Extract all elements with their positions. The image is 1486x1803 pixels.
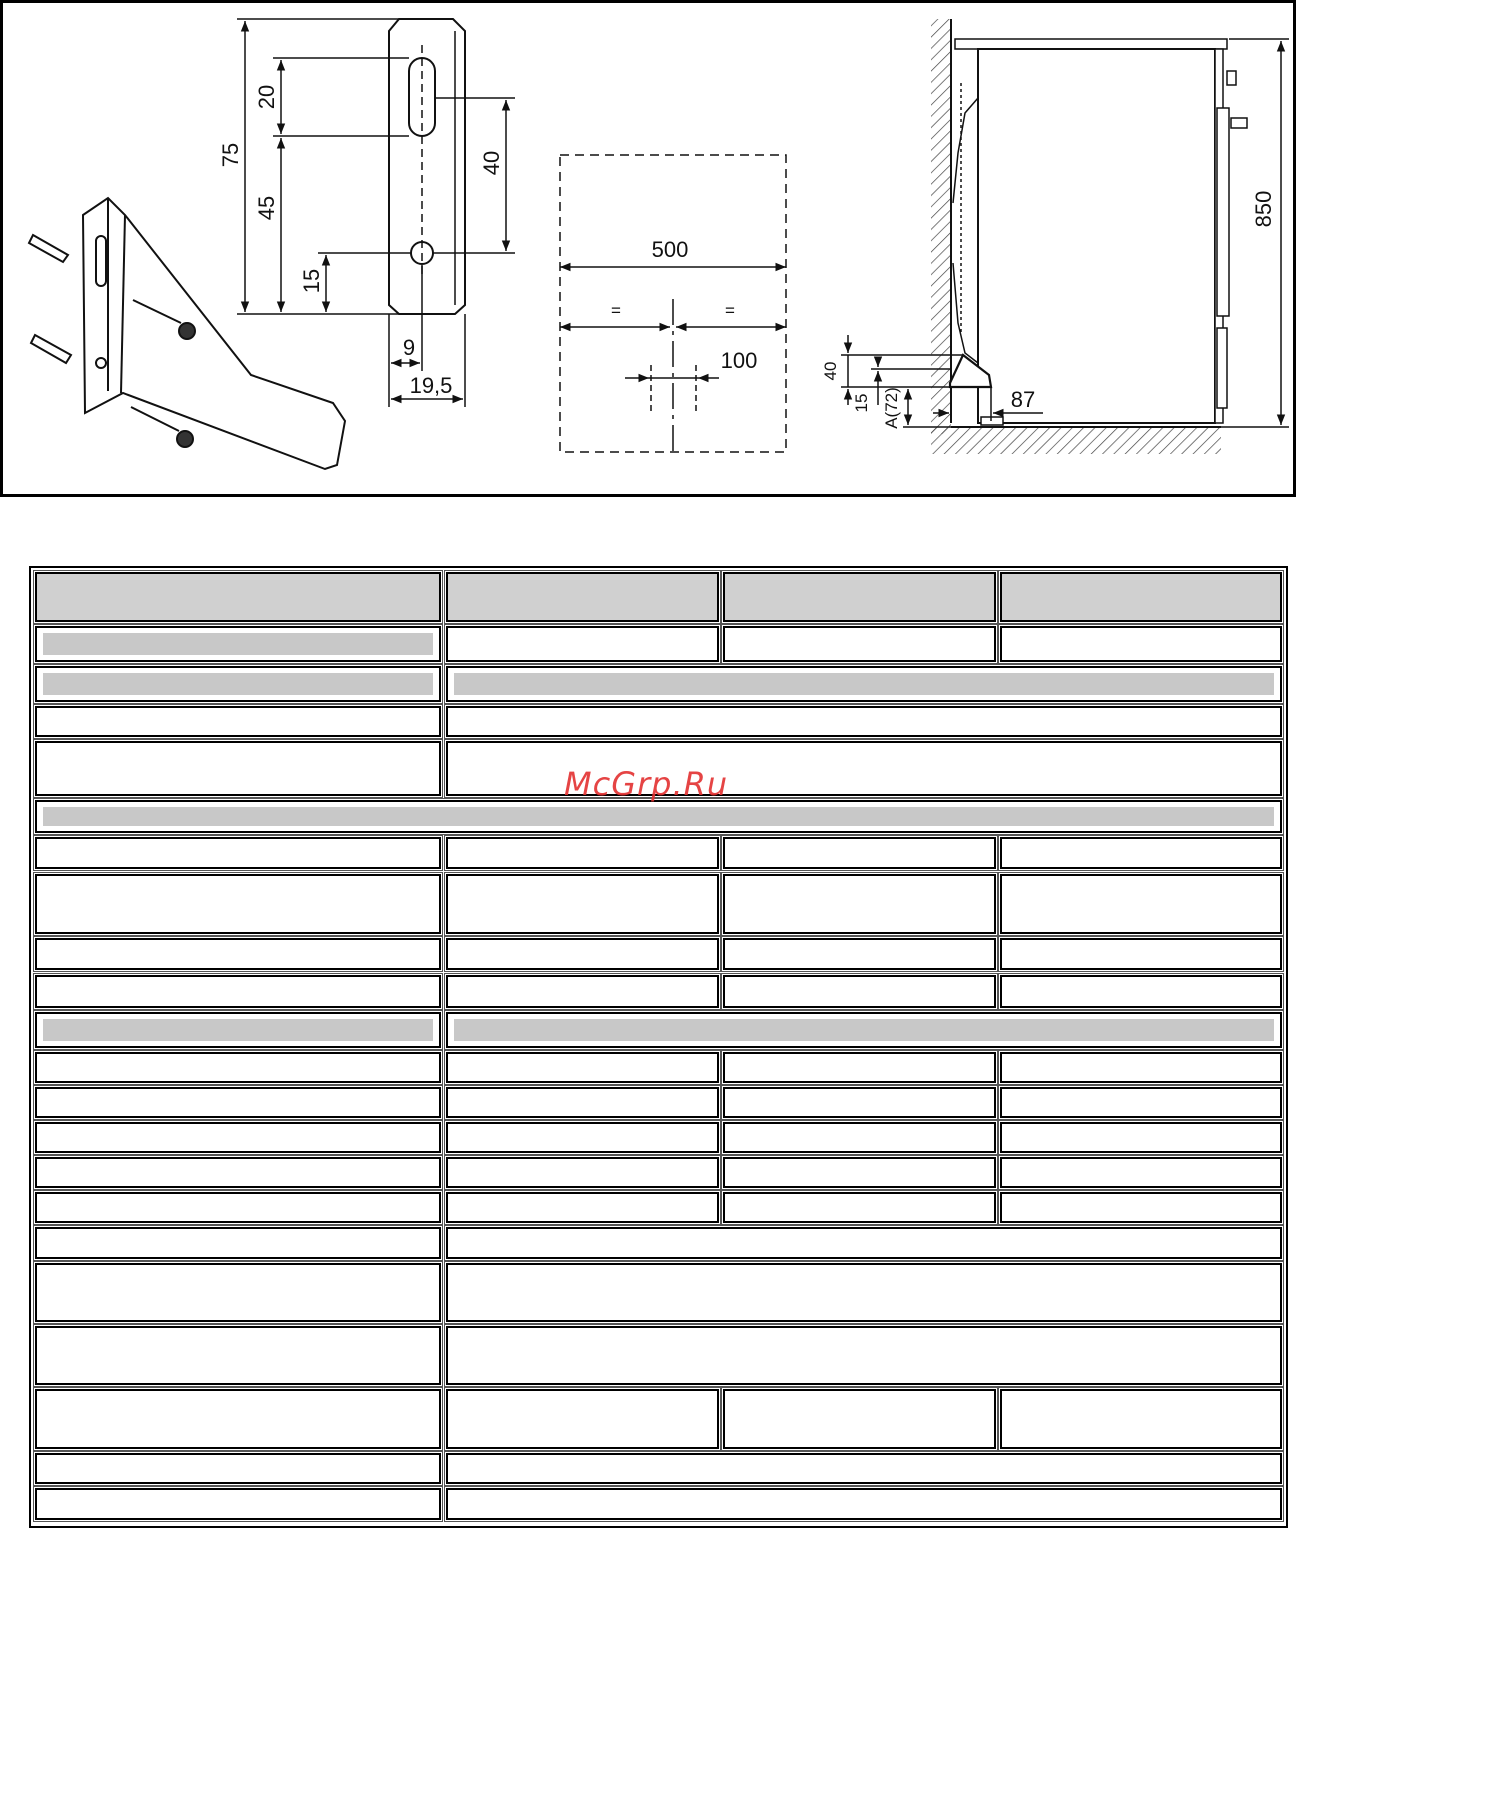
installation-drawings [3, 3, 1299, 500]
table-cell [446, 1087, 719, 1118]
table-cell [35, 1488, 441, 1520]
floor-template [560, 155, 786, 452]
table-cell [1000, 874, 1282, 934]
table-cell [446, 1012, 1282, 1048]
table-cell [723, 1192, 996, 1223]
table-cell [35, 626, 441, 662]
table-cell [35, 975, 441, 1008]
table-cell [446, 1263, 1282, 1322]
table-cell [35, 1263, 441, 1322]
dim-850: 850 [1251, 190, 1276, 228]
table-cell [446, 706, 1282, 737]
table-cell [1000, 1087, 1282, 1118]
table-cell [35, 1052, 441, 1083]
table-cell [446, 1157, 719, 1188]
table-cell [446, 1389, 719, 1449]
table-cell [446, 1192, 719, 1223]
dim-19-5: 19,5 [409, 373, 453, 398]
table-cell [446, 874, 719, 934]
table-cell [1000, 1389, 1282, 1449]
table-cell [446, 975, 719, 1008]
dim-9: 9 [402, 335, 416, 360]
table-cell [723, 1052, 996, 1083]
table-cell [723, 1157, 996, 1188]
table-cell [1000, 1122, 1282, 1153]
installation-figure [0, 0, 1296, 497]
dim-100: 100 [720, 348, 758, 373]
dim-equal-right: = [725, 301, 735, 320]
table-cell [1000, 626, 1282, 662]
dim-20: 20 [254, 84, 279, 110]
table-cell [35, 837, 441, 869]
table-header-cell [35, 572, 441, 622]
dim-75: 75 [218, 142, 243, 168]
table-cell [35, 1227, 441, 1259]
table-cell [35, 1326, 441, 1385]
table-cell [35, 1012, 441, 1048]
table-cell [723, 1087, 996, 1118]
specification-table [29, 566, 1288, 1528]
table-cell [1000, 837, 1282, 869]
table-cell [35, 741, 441, 796]
dim-15: 15 [299, 268, 324, 294]
table-header-cell [723, 572, 996, 622]
table-cell [723, 938, 996, 970]
table-cell [35, 938, 441, 970]
table-cell [446, 1227, 1282, 1259]
table-header-cell [446, 572, 719, 622]
table-cell [446, 666, 1282, 702]
table-cell [446, 837, 719, 869]
side-view [841, 19, 1289, 454]
table-cell [723, 975, 996, 1008]
dim-clearance: A(72) [882, 387, 901, 429]
table-cell [446, 1326, 1282, 1385]
dim-500: 500 [651, 237, 689, 262]
table-header-cell [1000, 572, 1282, 622]
table-cell [35, 1192, 441, 1223]
table-cell [1000, 938, 1282, 970]
table-cell [446, 626, 719, 662]
table-cell [1000, 1192, 1282, 1223]
table-cell [35, 1453, 441, 1484]
table-cell [1000, 1157, 1282, 1188]
table-cell [446, 1488, 1282, 1520]
dim-40: 40 [479, 150, 504, 176]
table-cell [35, 1087, 441, 1118]
table-cell [35, 1157, 441, 1188]
table-section-row [35, 800, 1282, 833]
table-cell [723, 1122, 996, 1153]
table-cell [35, 666, 441, 702]
table-cell [1000, 975, 1282, 1008]
table-cell [35, 1122, 441, 1153]
table-cell [723, 874, 996, 934]
table-cell [723, 837, 996, 869]
dim-87: 87 [1010, 387, 1036, 412]
dim-side-40: 40 [821, 361, 840, 381]
dim-equal-left: = [611, 301, 621, 320]
table-cell [446, 938, 719, 970]
table-cell [35, 1389, 441, 1449]
table-cell [446, 1122, 719, 1153]
watermark-text: McGrp.Ru [564, 765, 729, 803]
table-cell [35, 874, 441, 934]
bracket-3d-view [29, 195, 345, 469]
table-cell [35, 706, 441, 737]
table-cell [723, 1389, 996, 1449]
table-cell [446, 1453, 1282, 1484]
table-cell [723, 626, 996, 662]
dim-45: 45 [254, 195, 279, 221]
dim-side-15: 15 [852, 393, 871, 413]
table-cell [1000, 1052, 1282, 1083]
table-cell [446, 1052, 719, 1083]
